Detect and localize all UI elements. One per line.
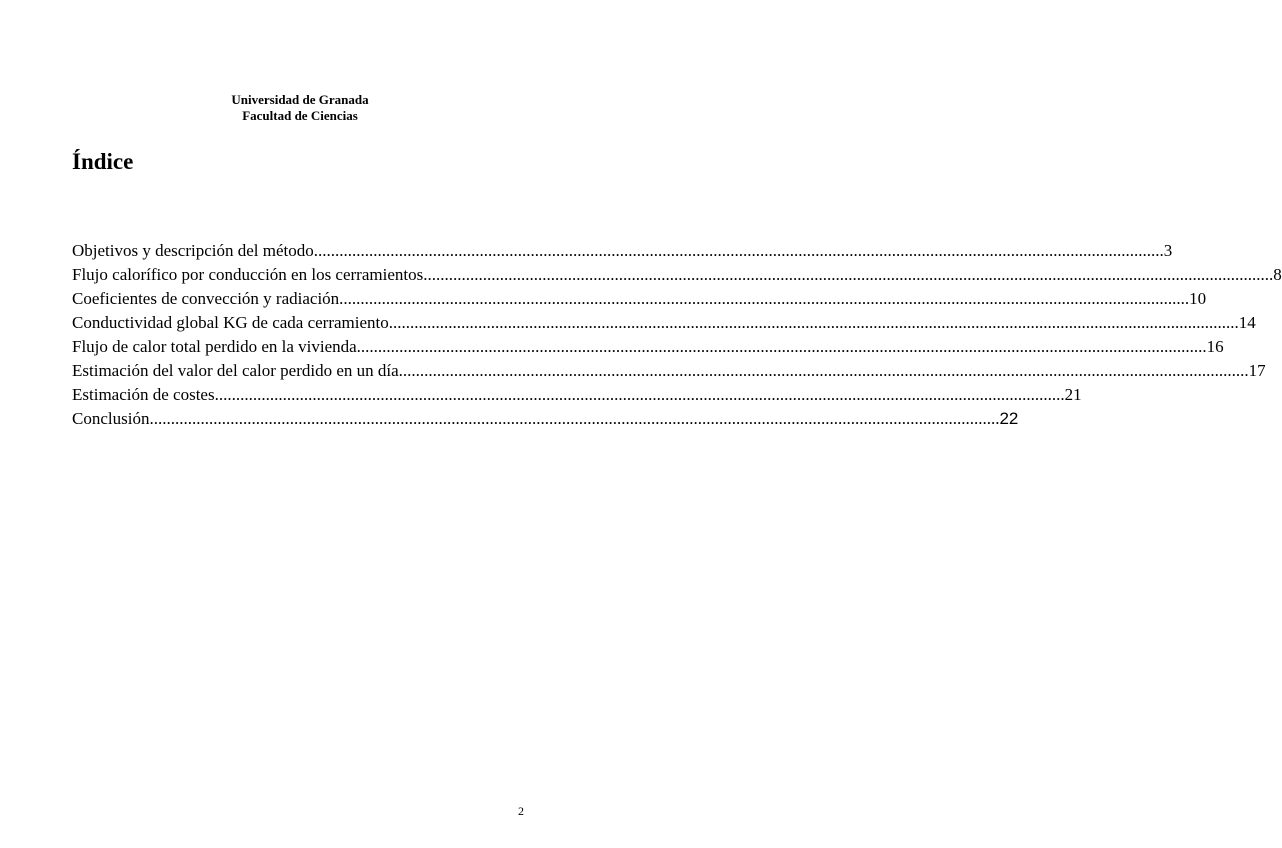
toc-entry[interactable]	[72, 336, 1224, 360]
toc-entry-label: Flujo calorífico por conducción en los cerramientos	[72, 265, 424, 284]
toc-entry-page: 17	[1248, 361, 1266, 380]
toc-leader-dots: ........................................................................................................................................................................................................	[423, 265, 1274, 284]
toc-entry-label: Estimación del valor del calor perdido en un día	[72, 361, 399, 380]
toc-entry-label: Flujo de calor total perdido en la vivienda	[72, 337, 357, 356]
toc-entry[interactable]	[72, 312, 1256, 336]
toc-entry-label: Objetivos y descripción del método	[72, 241, 314, 260]
toc-entry-label: Coeficientes de convección y radiación	[72, 289, 340, 308]
page-number: 2	[518, 804, 524, 818]
toc-entry-page: 3	[1163, 241, 1173, 260]
toc-entry-page: 14	[1238, 313, 1256, 332]
toc-entry-label: Estimación de costes	[72, 385, 215, 404]
toc-entry-page: 16	[1206, 337, 1224, 356]
toc-entry-page: 21	[1064, 385, 1082, 404]
faculty-name: Facultad de Ciencias	[242, 108, 358, 123]
toc-leader-dots: ........................................................................................................................................................................................................	[388, 313, 1239, 332]
toc-entry-page: 22	[999, 409, 1019, 428]
toc-leader-dots: ........................................................................................................................................................................................................	[214, 385, 1065, 404]
toc-leader-dots: ........................................................................................................................................................................................................	[398, 361, 1249, 380]
toc-entry[interactable]	[72, 288, 1207, 312]
toc-leader-dots: ........................................................................................................................................................................................................	[356, 337, 1207, 356]
toc-entry-label: Conductividad global KG de cada cerramiento	[72, 313, 389, 332]
toc-entry[interactable]	[72, 264, 1282, 288]
toc-entry[interactable]	[72, 360, 1266, 384]
document-header	[0, 92, 600, 124]
toc-entry-page: 8	[1273, 265, 1282, 284]
toc-entry[interactable]	[72, 384, 1082, 408]
university-name: Universidad de Granada	[231, 92, 369, 107]
toc-leader-dots: ........................................................................................................................................................................................................	[313, 241, 1164, 260]
toc-leader-dots: ........................................................................................................................................................................................................	[149, 409, 1000, 428]
page-title: Índice	[72, 149, 134, 174]
toc-entry-label: Conclusión	[72, 409, 150, 428]
toc-entry[interactable]	[72, 408, 1019, 432]
table-of-contents	[72, 240, 1282, 432]
toc-entry-page: 10	[1189, 289, 1207, 308]
toc-leader-dots: ........................................................................................................................................................................................................	[339, 289, 1190, 308]
toc-entry[interactable]	[72, 240, 1173, 264]
